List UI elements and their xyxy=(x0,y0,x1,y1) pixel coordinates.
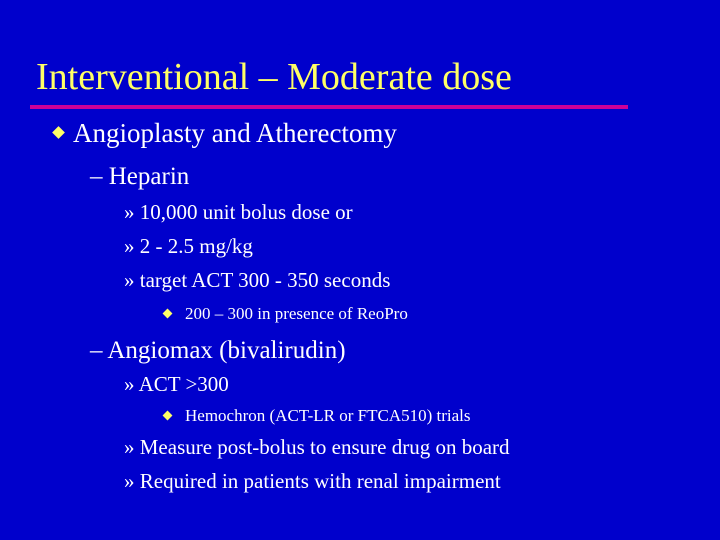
bullet-text: Angioplasty and Atherectomy xyxy=(73,118,397,148)
sub-bullet-heparin xyxy=(90,164,189,189)
chevron-marker: » xyxy=(124,268,135,292)
sub-sub-bullet-renal xyxy=(124,471,501,492)
sub-sub-bullet-act300 xyxy=(124,374,229,395)
chevron-marker: » xyxy=(124,469,135,493)
bullet-text: Measure post-bolus to ensure drug on board xyxy=(139,435,510,459)
dash-marker: – xyxy=(90,337,103,364)
bullet-text: 2 - 2.5 mg/kg xyxy=(139,234,253,258)
bullet-text: 10,000 unit bolus dose or xyxy=(139,200,353,224)
slide-title: Interventional – Moderate dose xyxy=(36,56,512,98)
sub-sub-bullet-target-act xyxy=(124,270,390,291)
sub-sub-bullet-bolus xyxy=(124,202,353,223)
diamond-bullet-icon xyxy=(163,410,173,420)
diamond-bullet-icon xyxy=(163,308,173,318)
bullet-text: Required in patients with renal impairment xyxy=(139,469,501,493)
sub-sub-bullet-mgkg xyxy=(124,236,253,257)
bullet-text: 200 – 300 in presence of ReoPro xyxy=(185,304,408,323)
sub-bullet-angiomax xyxy=(90,338,346,363)
sub-sub-bullet-measure xyxy=(124,437,510,458)
diamond-bullet-icon xyxy=(52,126,65,139)
level4-bullet-hemochron xyxy=(164,407,471,424)
bullet-text: Angiomax (bivalirudin) xyxy=(107,337,346,364)
level4-bullet-reopro xyxy=(164,305,408,322)
dash-marker: – xyxy=(90,163,103,190)
bullet-text: Heparin xyxy=(108,163,190,190)
title-underline xyxy=(30,105,628,109)
bullet-text: ACT >300 xyxy=(138,372,229,396)
bullet-angioplasty xyxy=(54,120,397,147)
bullet-text: Hemochron (ACT-LR or FTCA510) trials xyxy=(185,406,471,425)
chevron-marker: » xyxy=(124,435,135,459)
chevron-marker: » xyxy=(124,200,135,224)
chevron-marker: » xyxy=(124,234,135,258)
bullet-text: target ACT 300 - 350 seconds xyxy=(139,268,391,292)
chevron-marker: » xyxy=(124,372,135,396)
